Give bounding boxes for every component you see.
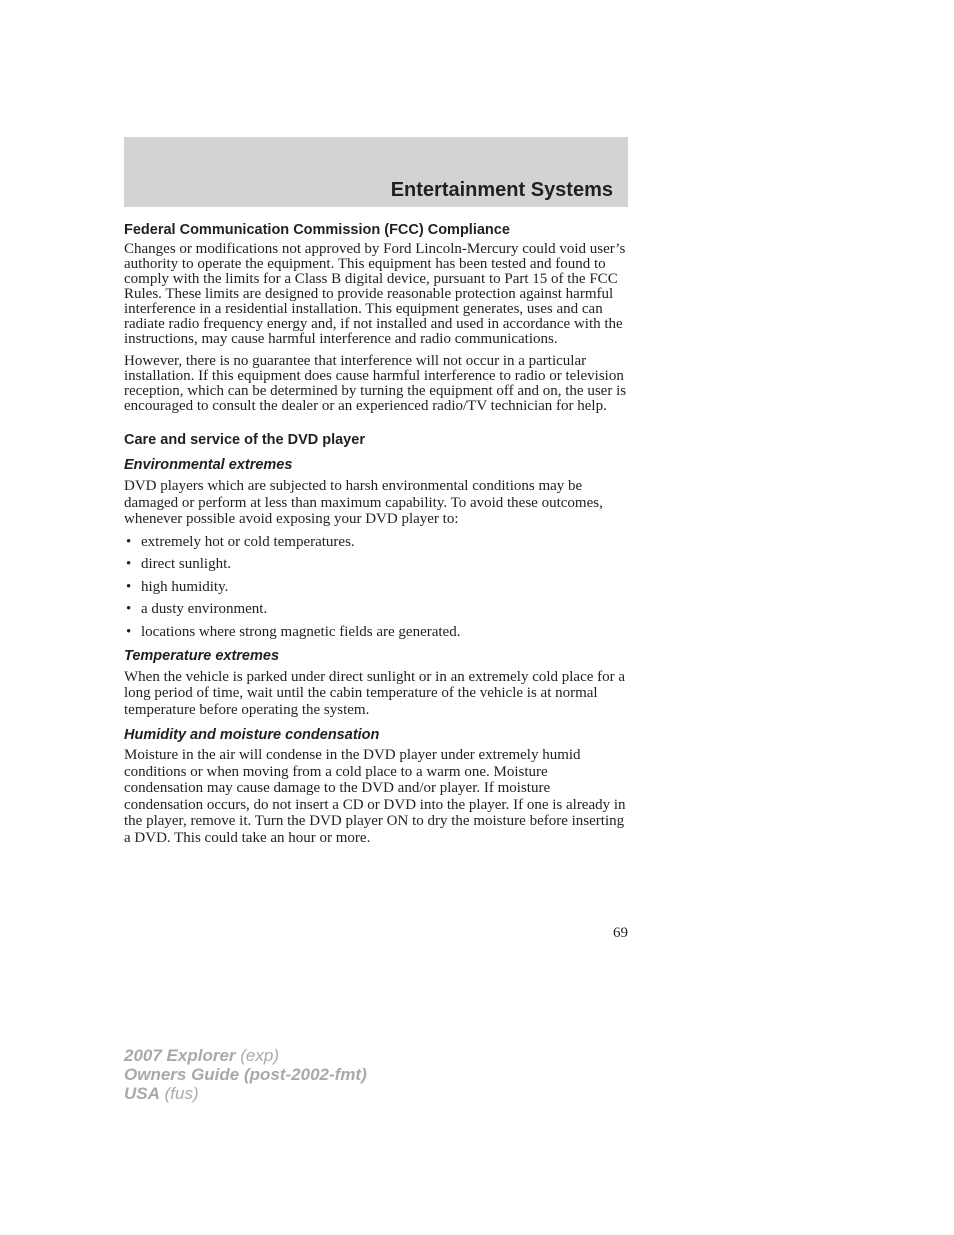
bullet-glyph: • (126, 601, 132, 617)
environmental-heading: Environmental extremes (124, 457, 293, 473)
section-title: Entertainment Systems (390, 179, 613, 201)
footer-line-model: 2007 Explorer (exp) (124, 1046, 279, 1065)
list-item: • a dusty environment. (126, 601, 268, 617)
fcc-paragraph-1: Changes or modifications not approved by Ford Lincoln-Mercury could void user’s authority to operate the equipment. This equipment has been tested and found to comply with the limits for a Class B digital device, pursuant to Part 15 of the FCC Rules. These limits are designed to provide reasonable protection against harmful interference in a residential installation. This equipment generates, uses and can radiate radio frequency energy and, if not installed and used in accordance with the instructions, may cause harmful interference and radio communications. (124, 241, 626, 347)
exposure-list (124, 534, 629, 640)
page-content (124, 220, 629, 846)
footer-line-market: USA (fus) (124, 1084, 199, 1103)
list-item: • direct sunlight. (126, 556, 231, 572)
care-heading: Care and service of the DVD player (124, 432, 365, 448)
bullet-glyph: • (126, 533, 132, 550)
footer-line-guide: Owners Guide (post-2002-fmt) (124, 1065, 367, 1084)
humidity-heading: Humidity and moisture condensation (124, 727, 380, 743)
list-item: • locations where strong magnetic fields are generated. (126, 623, 461, 640)
page-number: 69 (613, 925, 628, 941)
temperature-heading: Temperature extremes (124, 647, 280, 664)
bullet-glyph: • (126, 556, 132, 572)
fcc-heading: Federal Communication Commission (FCC) Compliance (124, 222, 510, 238)
list-item: • high humidity. (126, 578, 229, 595)
bullet-glyph: • (126, 578, 132, 595)
fcc-paragraph-2: However, there is no guarantee that interference will not occur in a particular installation. If this equipment does cause harmful interference to radio or television reception, which can be determined by turning the equipment off and on, the user is encouraged to consult the dealer or an experienced radio/TV technician for help. (124, 353, 627, 414)
temperature-paragraph: When the vehicle is parked under direct sunlight or in an extremely cold place for a long period of time, wait until the cabin temperature of the vehicle is at normal temperature before operating the system. (124, 668, 626, 718)
humidity-paragraph: Moisture in the air will condense in the DVD player under extremely humid conditions or when moving from a cold place to a warm one. Moisture condensation may cause damage to the DVD and/or player. If moisture condensation occurs, do not insert a CD or DVD into the player. If one is already in the player, remove it. Turn the DVD player ON to dry the moisture before inserting a DVD. This could take an hour or more. (124, 747, 626, 846)
section-header-band (124, 137, 628, 207)
bullet-glyph: • (126, 623, 132, 640)
document-footer (124, 1046, 367, 1103)
environmental-paragraph: DVD players which are subjected to harsh environmental conditions may be damaged or perform at less than maximum capability. To avoid these outcomes, whenever possible avoid exposing your DVD player to: (124, 478, 603, 527)
list-item: • extremely hot or cold temperatures. (126, 533, 355, 550)
